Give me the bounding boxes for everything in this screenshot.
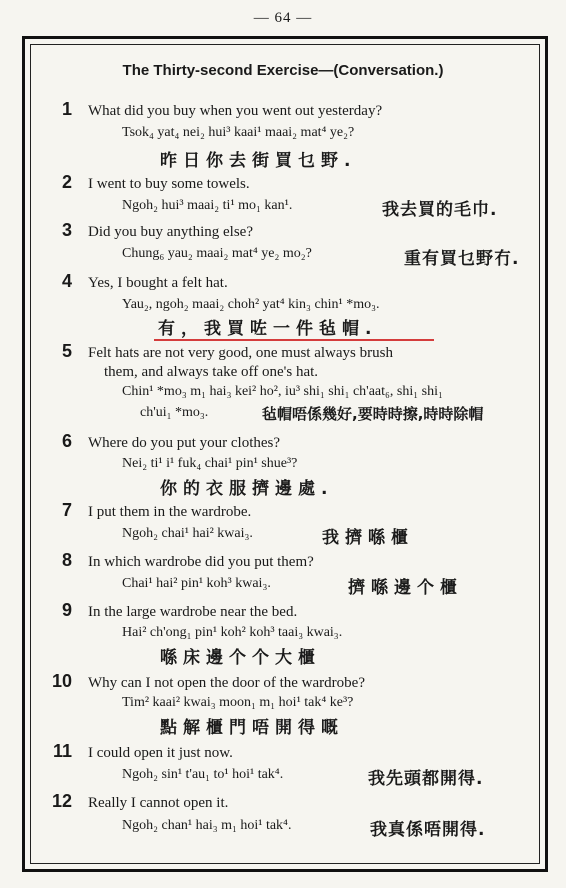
entry-number: 8: [61, 550, 72, 570]
english-sentence: In the large wardrobe near the bed.: [88, 604, 298, 620]
romanization: Tim² kaai² kwai₃ moon₁ m₁ hoi¹ tak⁴ ke³?: [122, 695, 354, 710]
english-sentence: I put them in the wardrobe.: [88, 504, 252, 520]
entry-number: 9: [61, 600, 72, 620]
entry-number: 6: [61, 431, 72, 451]
entry-number: 11: [52, 741, 72, 761]
english-sentence: Why can I not open the door of the wardrobe?: [88, 675, 365, 691]
chinese-sentence: 我擠喺櫃: [322, 528, 414, 548]
chinese-sentence: 你的衣服擠邊處.: [160, 479, 334, 499]
page-number: — 64 —: [253, 10, 313, 26]
chinese-sentence: 重有買乜野冇.: [404, 249, 520, 269]
chinese-sentence: 我去買的毛巾.: [382, 200, 498, 220]
romanization: Ngoh₂ chai¹ hai² kwai₃.: [122, 526, 253, 541]
red-underline: [154, 339, 434, 341]
english-sentence: Yes, I bought a felt hat.: [88, 275, 228, 291]
romanization: Chai¹ hai² pin¹ koh³ kwai₃.: [122, 576, 271, 591]
english-sentence-cont: them, and always take off one's hat.: [104, 364, 319, 380]
romanization: Chung₆ yau₂ maai₂ mat⁴ ye₂ mo₂?: [122, 246, 312, 261]
chinese-sentence: 喺床邊个个大櫃: [160, 648, 321, 668]
english-sentence: I went to buy some towels.: [88, 176, 250, 192]
entry-number: 1: [61, 99, 72, 119]
romanization: Tsok₄ yat₄ nei₂ hui³ kaai¹ maai₂ mat⁴ ye₂?: [122, 125, 355, 140]
entry-number: 7: [61, 500, 72, 520]
chinese-sentence: 我真係唔開得.: [370, 820, 486, 840]
chinese-sentence: 有，我買咗一件毡帽.: [158, 319, 378, 339]
romanization: Ngoh₂ hui³ maai₂ ti¹ mo₁ kan¹.: [122, 198, 293, 213]
english-sentence: Really I cannot open it.: [88, 795, 229, 811]
entry-number: 3: [61, 220, 72, 240]
chinese-sentence: 昨日你去街買乜野.: [160, 151, 357, 171]
english-sentence: In which wardrobe did you put them?: [88, 554, 314, 570]
english-sentence: Where do you put your clothes?: [88, 435, 281, 451]
english-sentence: Felt hats are not very good, one must always brush: [88, 345, 393, 361]
chinese-sentence: 點解櫃門唔開得嘅: [160, 718, 344, 738]
exercise-title: The Thirty-second Exercise—(Conversation.): [122, 62, 444, 79]
romanization: Yau₂, ngoh₂ maai₂ choh² yat⁴ kin₃ chin¹ *mo₃.: [122, 297, 380, 312]
chinese-sentence: 擠喺邊个櫃: [348, 578, 463, 598]
romanization: Nei₂ ti¹ i¹ fuk₄ chai¹ pin¹ shue³?: [122, 456, 298, 471]
romanization: Ngoh₂ chan¹ hai₃ m₁ hoi¹ tak⁴.: [122, 818, 292, 833]
entry-number: 5: [61, 341, 72, 361]
entry-number: 12: [51, 791, 72, 811]
romanization-cont: ch'ui₁ *mo₃.: [140, 405, 209, 420]
english-sentence: I could open it just now.: [88, 745, 233, 761]
entry-number: 4: [61, 271, 72, 291]
entry-number: 2: [61, 172, 72, 192]
romanization: Hai² ch'ong₁ pin¹ koh² koh³ taai₃ kwai₃.: [122, 625, 343, 640]
english-sentence: Did you buy anything else?: [88, 224, 253, 240]
romanization: Chin¹ *mo₃ m₁ hai₃ kei² ho², iu³ shi₁ shi₁ ch'aat₆, shi₁ shi₁: [122, 384, 443, 399]
english-sentence: What did you buy when you went out yesterday?: [88, 103, 383, 119]
chinese-sentence: 毡帽唔係幾好,要時時擦,時時除帽: [262, 405, 484, 423]
chinese-sentence: 我先頭都開得.: [368, 769, 484, 789]
romanization: Ngoh₂ sin¹ t'au₁ to¹ hoi¹ tak⁴.: [122, 767, 284, 782]
entry-number: 10: [51, 671, 72, 691]
